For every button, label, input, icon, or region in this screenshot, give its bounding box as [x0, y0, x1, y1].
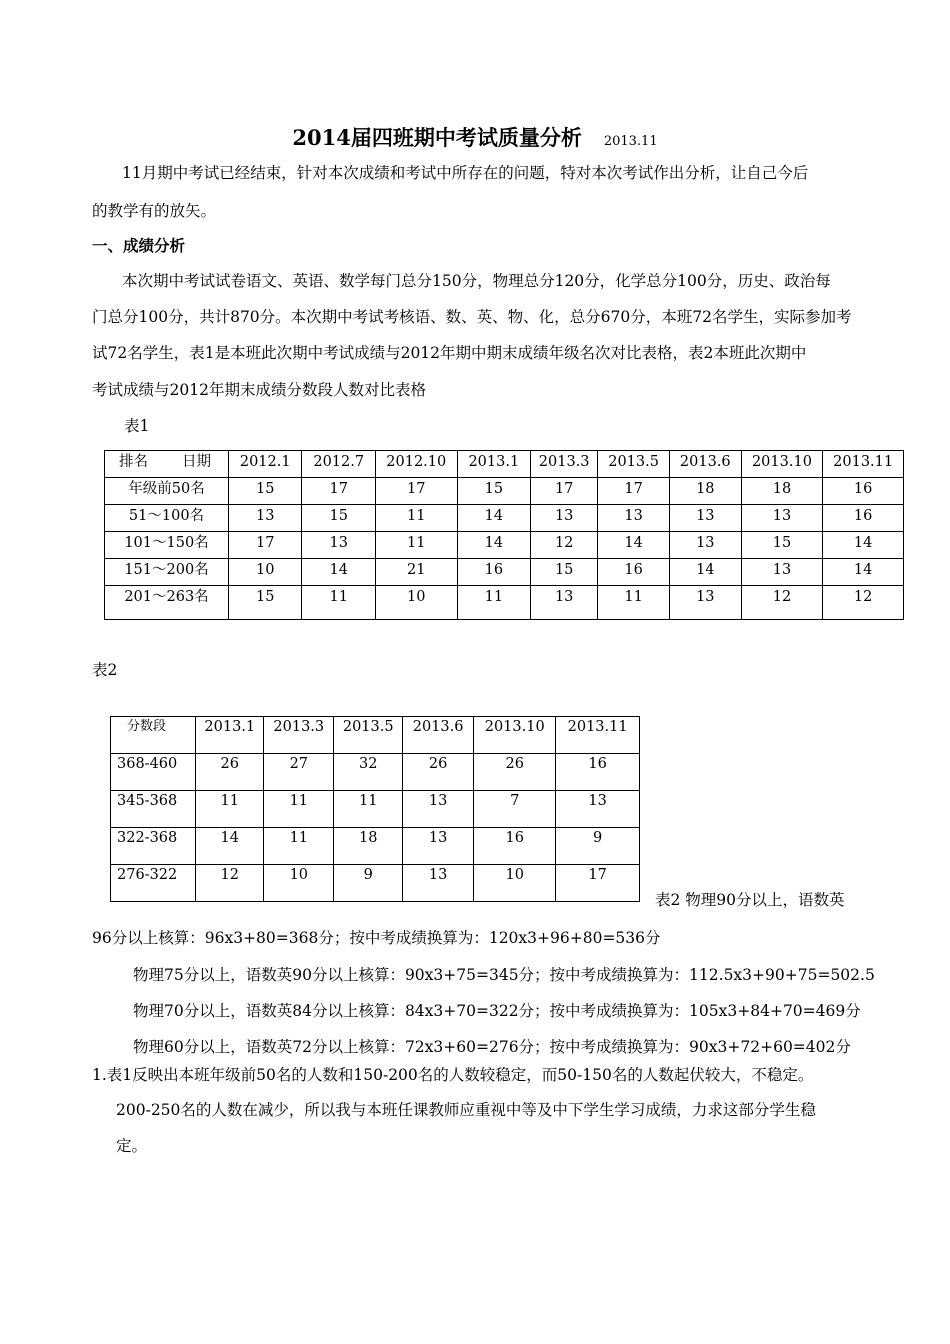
- intro-line-2: 的教学有的放矢。: [92, 202, 217, 220]
- para1-line-2: 门总分100分，共计870分。本次期中考试考核语、数、英、物、化，总分670分，本班72名学生，实际参加考: [92, 308, 852, 326]
- table-row: [111, 791, 640, 828]
- table-header-row: [111, 717, 640, 754]
- table-cell: 12: [741, 586, 823, 620]
- table-cell: 26: [196, 754, 264, 791]
- table2-label: 表2: [92, 661, 118, 679]
- table-cell: 10: [229, 559, 302, 586]
- table-cell: 13: [598, 505, 670, 532]
- table-cell: 13: [302, 532, 375, 559]
- para1-line-4: 考试成绩与2012年期末成绩分数段人数对比表格: [92, 381, 426, 399]
- table-cell: 13: [531, 586, 598, 620]
- table-cell: 12: [823, 586, 904, 620]
- table-cell: 21: [375, 559, 457, 586]
- column-header: 2013.1: [196, 717, 264, 754]
- column-header: 2013.10: [474, 717, 556, 754]
- table-cell: 14: [196, 828, 264, 865]
- column-header: 2013.3: [531, 451, 598, 478]
- row-label: 101～150名: [105, 532, 229, 559]
- analysis-line-1: 1.表1反映出本班年级前50名的人数和150-200名的人数较稳定，而50-150名的人数起伏较大，不稳定。: [92, 1066, 814, 1084]
- row-label: 年级前50名: [105, 478, 229, 505]
- document-date: 2013.11: [603, 134, 658, 149]
- table-cell: 26: [474, 754, 556, 791]
- score-band-table: [110, 716, 640, 902]
- table-cell: 14: [457, 532, 530, 559]
- table-cell: 13: [741, 559, 823, 586]
- table-cell: 14: [457, 505, 530, 532]
- table-row: [105, 559, 904, 586]
- column-header: 2013.3: [264, 717, 334, 754]
- header-date: 日期: [182, 454, 211, 470]
- table-cell: 15: [302, 505, 375, 532]
- row-label: 368-460: [111, 754, 196, 791]
- table-cell: 32: [334, 754, 403, 791]
- table-cell: 14: [823, 532, 904, 559]
- table-cell: 13: [403, 865, 474, 902]
- row-label: 322-368: [111, 828, 196, 865]
- column-header: 2013.6: [403, 717, 474, 754]
- column-header: 2012.10: [375, 451, 457, 478]
- header-cell: 分数段: [111, 717, 196, 754]
- table-cell: 15: [457, 478, 530, 505]
- table-cell: 16: [556, 754, 640, 791]
- table-cell: 14: [598, 532, 670, 559]
- column-header: 2013.5: [598, 451, 670, 478]
- column-header: 2013.11: [556, 717, 640, 754]
- table-cell: 15: [229, 478, 302, 505]
- intro-line-1: 11月期中考试已经结束，针对本次成绩和考试中所存在的问题，特对本次考试作出分析，让自己今后: [122, 164, 809, 182]
- table-row: [111, 828, 640, 865]
- table-cell: 15: [531, 559, 598, 586]
- note-line-1: 表2 物理90分以上，语数英: [655, 891, 845, 909]
- table-cell: 14: [669, 559, 741, 586]
- row-label: 201～263名: [105, 586, 229, 620]
- table-cell: 13: [229, 505, 302, 532]
- table-cell: 27: [264, 754, 334, 791]
- column-header: 2012.7: [302, 451, 375, 478]
- table-cell: 26: [403, 754, 474, 791]
- table-cell: 13: [403, 828, 474, 865]
- table-row: [111, 754, 640, 791]
- table-cell: 16: [457, 559, 530, 586]
- column-header: 2013.11: [823, 451, 904, 478]
- table-cell: 17: [302, 478, 375, 505]
- table-cell: 13: [669, 586, 741, 620]
- table-cell: 10: [264, 865, 334, 902]
- table-cell: 11: [375, 505, 457, 532]
- table-cell: 15: [741, 532, 823, 559]
- table-cell: 11: [334, 791, 403, 828]
- ranking-table: [104, 450, 904, 620]
- section-heading: 一、成绩分析: [92, 236, 186, 255]
- table-cell: 18: [334, 828, 403, 865]
- table-cell: 17: [531, 478, 598, 505]
- table-cell: 11: [264, 828, 334, 865]
- note-line-4: 物理70分以上，语数英84分以上核算：84x3+70=322分；按中考成绩换算为：105x3+84+70=469分: [133, 1002, 861, 1020]
- column-header: 2012.1: [229, 451, 302, 478]
- note-line-2: 96分以上核算：96x3+80=368分；按中考成绩换算为：120x3+96+80=536分: [92, 929, 661, 947]
- table-cell: 13: [669, 505, 741, 532]
- table-cell: 10: [474, 865, 556, 902]
- table-row: [105, 586, 904, 620]
- table-cell: 12: [196, 865, 264, 902]
- table-cell: 11: [302, 586, 375, 620]
- analysis-line-2: 200-250名的人数在减少，所以我与本班任课教师应重视中等及中下学生学习成绩，力求这部分学生稳: [116, 1101, 816, 1119]
- row-label: 276-322: [111, 865, 196, 902]
- table-cell: 16: [823, 478, 904, 505]
- column-header: 2013.6: [669, 451, 741, 478]
- para1-line-1: 本次期中考试试卷语文、英语、数学每门总分150分，物理总分120分，化学总分100分，历史、政治每: [122, 272, 831, 290]
- table-row: [111, 865, 640, 902]
- column-header: 2013.10: [741, 451, 823, 478]
- table-cell: 17: [598, 478, 670, 505]
- row-label: 51～100名: [105, 505, 229, 532]
- table-cell: 11: [196, 791, 264, 828]
- table-cell: 11: [598, 586, 670, 620]
- row-label: 345-368: [111, 791, 196, 828]
- title-block: [0, 122, 950, 152]
- table-cell: 13: [403, 791, 474, 828]
- table-cell: 16: [474, 828, 556, 865]
- table-cell: 10: [375, 586, 457, 620]
- table-row: [105, 505, 904, 532]
- table-cell: 14: [302, 559, 375, 586]
- column-header: 2013.5: [334, 717, 403, 754]
- table-cell: 13: [669, 532, 741, 559]
- table1-label: 表1: [124, 417, 150, 435]
- table-cell: 7: [474, 791, 556, 828]
- column-header: 2013.1: [457, 451, 530, 478]
- para1-line-3: 试72名学生，表1是本班此次期中考试成绩与2012年期中期末成绩年级名次对比表格，表2本班此次期中: [92, 344, 807, 362]
- table-row: [105, 532, 904, 559]
- table-cell: 9: [334, 865, 403, 902]
- table-cell: 13: [531, 505, 598, 532]
- table-cell: 12: [531, 532, 598, 559]
- document-title: 2014届四班期中考试质量分析: [292, 125, 582, 150]
- table-header-row: [105, 451, 904, 478]
- table-cell: 14: [823, 559, 904, 586]
- table-cell: 18: [741, 478, 823, 505]
- row-label: 151～200名: [105, 559, 229, 586]
- note-line-5: 物理60分以上，语数英72分以上核算：72x3+60=276分；按中考成绩换算为：90x3+72+60=402分: [133, 1038, 851, 1056]
- table-row: [105, 478, 904, 505]
- table-cell: 11: [264, 791, 334, 828]
- table-cell: 16: [823, 505, 904, 532]
- table-cell: 17: [229, 532, 302, 559]
- table-cell: 13: [556, 791, 640, 828]
- table-cell: 11: [375, 532, 457, 559]
- note-line-3: 物理75分以上，语数英90分以上核算：90x3+75=345分；按中考成绩换算为：112.5x3+90+75=502.5: [133, 966, 875, 984]
- table-cell: 11: [457, 586, 530, 620]
- table-cell: 17: [556, 865, 640, 902]
- header-rank: 排名: [119, 454, 148, 470]
- analysis-line-3: 定。: [116, 1137, 148, 1155]
- table-cell: 17: [375, 478, 457, 505]
- table-cell: 16: [598, 559, 670, 586]
- table-cell: 15: [229, 586, 302, 620]
- table-cell: 9: [556, 828, 640, 865]
- header-cell: [105, 451, 229, 478]
- table-cell: 18: [669, 478, 741, 505]
- table-cell: 13: [741, 505, 823, 532]
